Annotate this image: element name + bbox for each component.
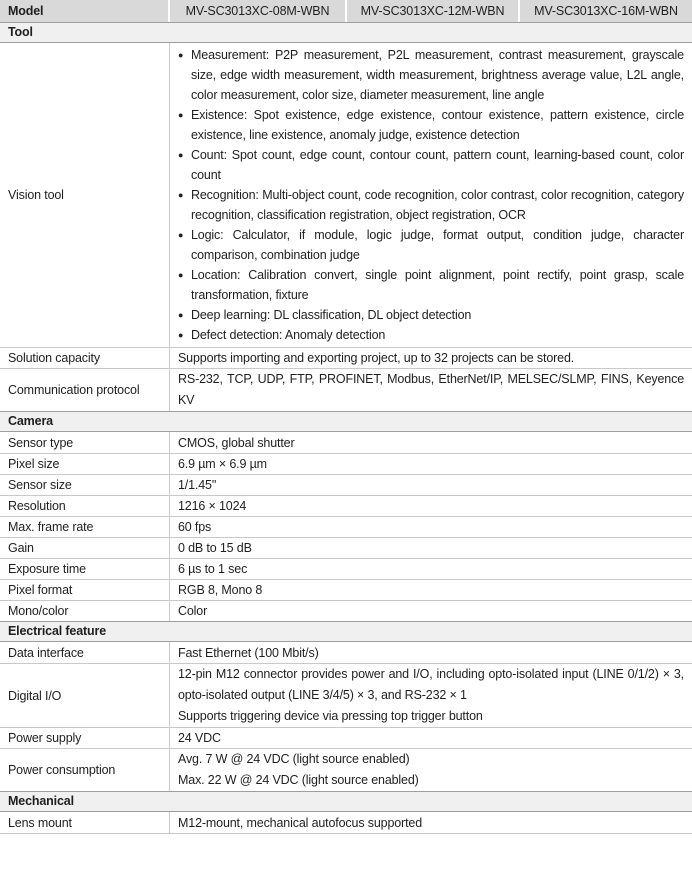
row-vision-tool: [0, 43, 692, 347]
section-title-electrical-feature: Electrical feature: [0, 621, 692, 642]
row-label: Sensor size: [0, 475, 170, 495]
row-label: Pixel size: [0, 454, 170, 474]
row-label: Communication protocol: [0, 369, 170, 411]
row-value-line-2: Max. 22 W @ 24 VDC (light source enabled): [178, 773, 419, 787]
row-value: 6.9 µm × 6.9 µm: [178, 457, 267, 471]
row-value: [170, 664, 692, 727]
row-value-text: RS-232, TCP, UDP, FTP, PROFINET, Modbus, EtherNet/IP, MELSEC/SLMP, FINS, Keyence KV: [178, 372, 684, 407]
bullet-item-defect-detection: ● Defect detection: Anomaly detection: [178, 325, 684, 345]
row-label: Mono/color: [0, 601, 170, 621]
row-solution-capacity: [0, 347, 692, 368]
row-value-line-1: Avg. 7 W @ 24 VDC (light source enabled): [178, 752, 410, 766]
row-resolution: [0, 495, 692, 516]
model-column-header-3: MV-SC3013XC-16M-WBN: [520, 0, 692, 22]
row-label: Power supply: [0, 728, 170, 748]
row-label: Digital I/O: [0, 664, 170, 727]
row-value: Fast Ethernet (100 Mbit/s): [178, 645, 319, 660]
row-label: Solution capacity: [0, 348, 170, 368]
row-digital-io: [0, 663, 692, 727]
row-power-consumption: [0, 748, 692, 791]
row-pixel-format: [0, 579, 692, 600]
model-column-header-1: MV-SC3013XC-08M-WBN: [170, 0, 347, 22]
row-label: Lens mount: [0, 812, 170, 833]
row-label: Power consumption: [0, 749, 170, 791]
model-row-label: Model: [0, 0, 170, 22]
row-value: Color: [178, 604, 208, 618]
row-label: Vision tool: [0, 43, 170, 347]
bullet-item-deep-learning: ● Deep learning: DL classification, DL object detection: [178, 305, 684, 325]
row-value: 1216 × 1024: [178, 499, 247, 513]
row-value: [170, 369, 692, 411]
bullet-item-existence: ● Existence: Spot existence, edge existence, contour existence, pattern existence, circle existence, line existence, anomaly judge, existence detection: [178, 105, 684, 145]
row-label: Max. frame rate: [0, 517, 170, 537]
row-pixel-size: [0, 453, 692, 474]
row-label: Gain: [0, 538, 170, 558]
row-value: CMOS, global shutter: [178, 435, 295, 450]
section-title-mechanical: Mechanical: [0, 791, 692, 812]
row-value: 24 VDC: [178, 731, 221, 745]
row-value: M12-mount, mechanical autofocus supported: [178, 815, 422, 830]
row-label: Data interface: [0, 642, 170, 663]
row-communication-protocol: [0, 368, 692, 411]
row-mono-color: [0, 600, 692, 621]
row-value-line-1: 12-pin M12 connector provides power and I/O, including opto-isolated input (LINE 0/1/2) × 3, opto-isolated output (LINE 3/4/5) × 3, and RS-232 × 1: [178, 667, 684, 702]
row-max-frame-rate: [0, 516, 692, 537]
row-sensor-size: [0, 474, 692, 495]
row-label: Pixel format: [0, 580, 170, 600]
row-label: Exposure time: [0, 559, 170, 579]
row-value: Supports importing and exporting project, up to 32 projects can be stored.: [178, 351, 575, 365]
row-value: [170, 43, 692, 347]
row-value: 6 µs to 1 sec: [178, 562, 248, 576]
section-title-camera: Camera: [0, 411, 692, 432]
row-label: Sensor type: [0, 432, 170, 453]
row-label: Resolution: [0, 496, 170, 516]
row-sensor-type: [0, 432, 692, 453]
row-data-interface: [0, 642, 692, 663]
header-row: [0, 0, 692, 22]
row-value: 0 dB to 15 dB: [178, 541, 252, 555]
row-value: RGB 8, Mono 8: [178, 583, 263, 597]
row-power-supply: [0, 727, 692, 748]
bullet-item-recognition: ● Recognition: Multi-object count, code recognition, color contrast, color recognition, category recognition, classification registration, object registration, OCR: [178, 185, 684, 225]
row-exposure-time: [0, 558, 692, 579]
row-value: 60 fps: [178, 520, 212, 534]
section-title-tool: Tool: [0, 22, 692, 43]
bullet-item-count: ● Count: Spot count, edge count, contour count, pattern count, learning-based count, color count: [178, 145, 684, 185]
bullet-item-logic: ● Logic: Calculator, if module, logic judge, format output, condition judge, character comparison, combination judge: [178, 225, 684, 265]
row-value-line-2: Supports triggering device via pressing top trigger button: [178, 709, 483, 723]
model-column-header-2: MV-SC3013XC-12M-WBN: [347, 0, 520, 22]
bullet-item-measurement: ● Measurement: P2P measurement, P2L measurement, contrast measurement, grayscale size, edge width measurement, width measurement, brightness average value, L2L angle, color measurement, color size, diameter measurement, line angle: [178, 45, 684, 105]
row-lens-mount: [0, 812, 692, 833]
bullet-item-location: ● Location: Calibration convert, single point alignment, point rectify, point grasp, scale transformation, fixture: [178, 265, 684, 305]
row-value: 1/1.45": [178, 478, 217, 492]
row-value: [170, 749, 692, 791]
row-gain: [0, 537, 692, 558]
